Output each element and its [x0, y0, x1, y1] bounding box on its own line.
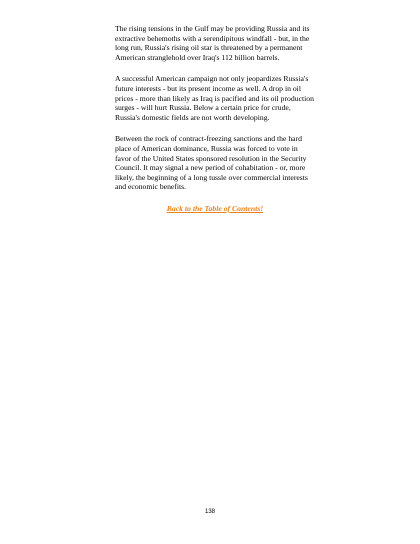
page-number: 138: [204, 509, 215, 515]
article-body: [115, 24, 315, 214]
paragraph-american-campaign: A successful American campaign not only jeopardizes Russia's future interests - but its present income as well. A drop in oil prices - more than likely as Iraq is pacified and its oil production surges - will hurt Russia. Below a certain price for crude, Russia's domestic fields are not worth developing.: [115, 74, 314, 122]
back-to-contents-link[interactable]: Back to the Table of Contents!: [166, 203, 264, 213]
paragraph-security-council: Between the rock of contract-freezing sanctions and the hard place of American dominance, Russia was forced to vote in favor of the United States sponsored resolution in the Security Council. It may signal a new period of cohabitation - or, more likely, the beginning of a long tussle over commercial interests and economic benefits.: [115, 134, 308, 192]
paragraph-gulf-tensions: The rising tensions in the Gulf may be providing Russia and its extractive behemoths with a serendipitous windfall - but, in the long run, Russia's rising oil star is threatened by a permanent American stranglehold over Iraq's 112 billion barrels.: [115, 24, 310, 62]
